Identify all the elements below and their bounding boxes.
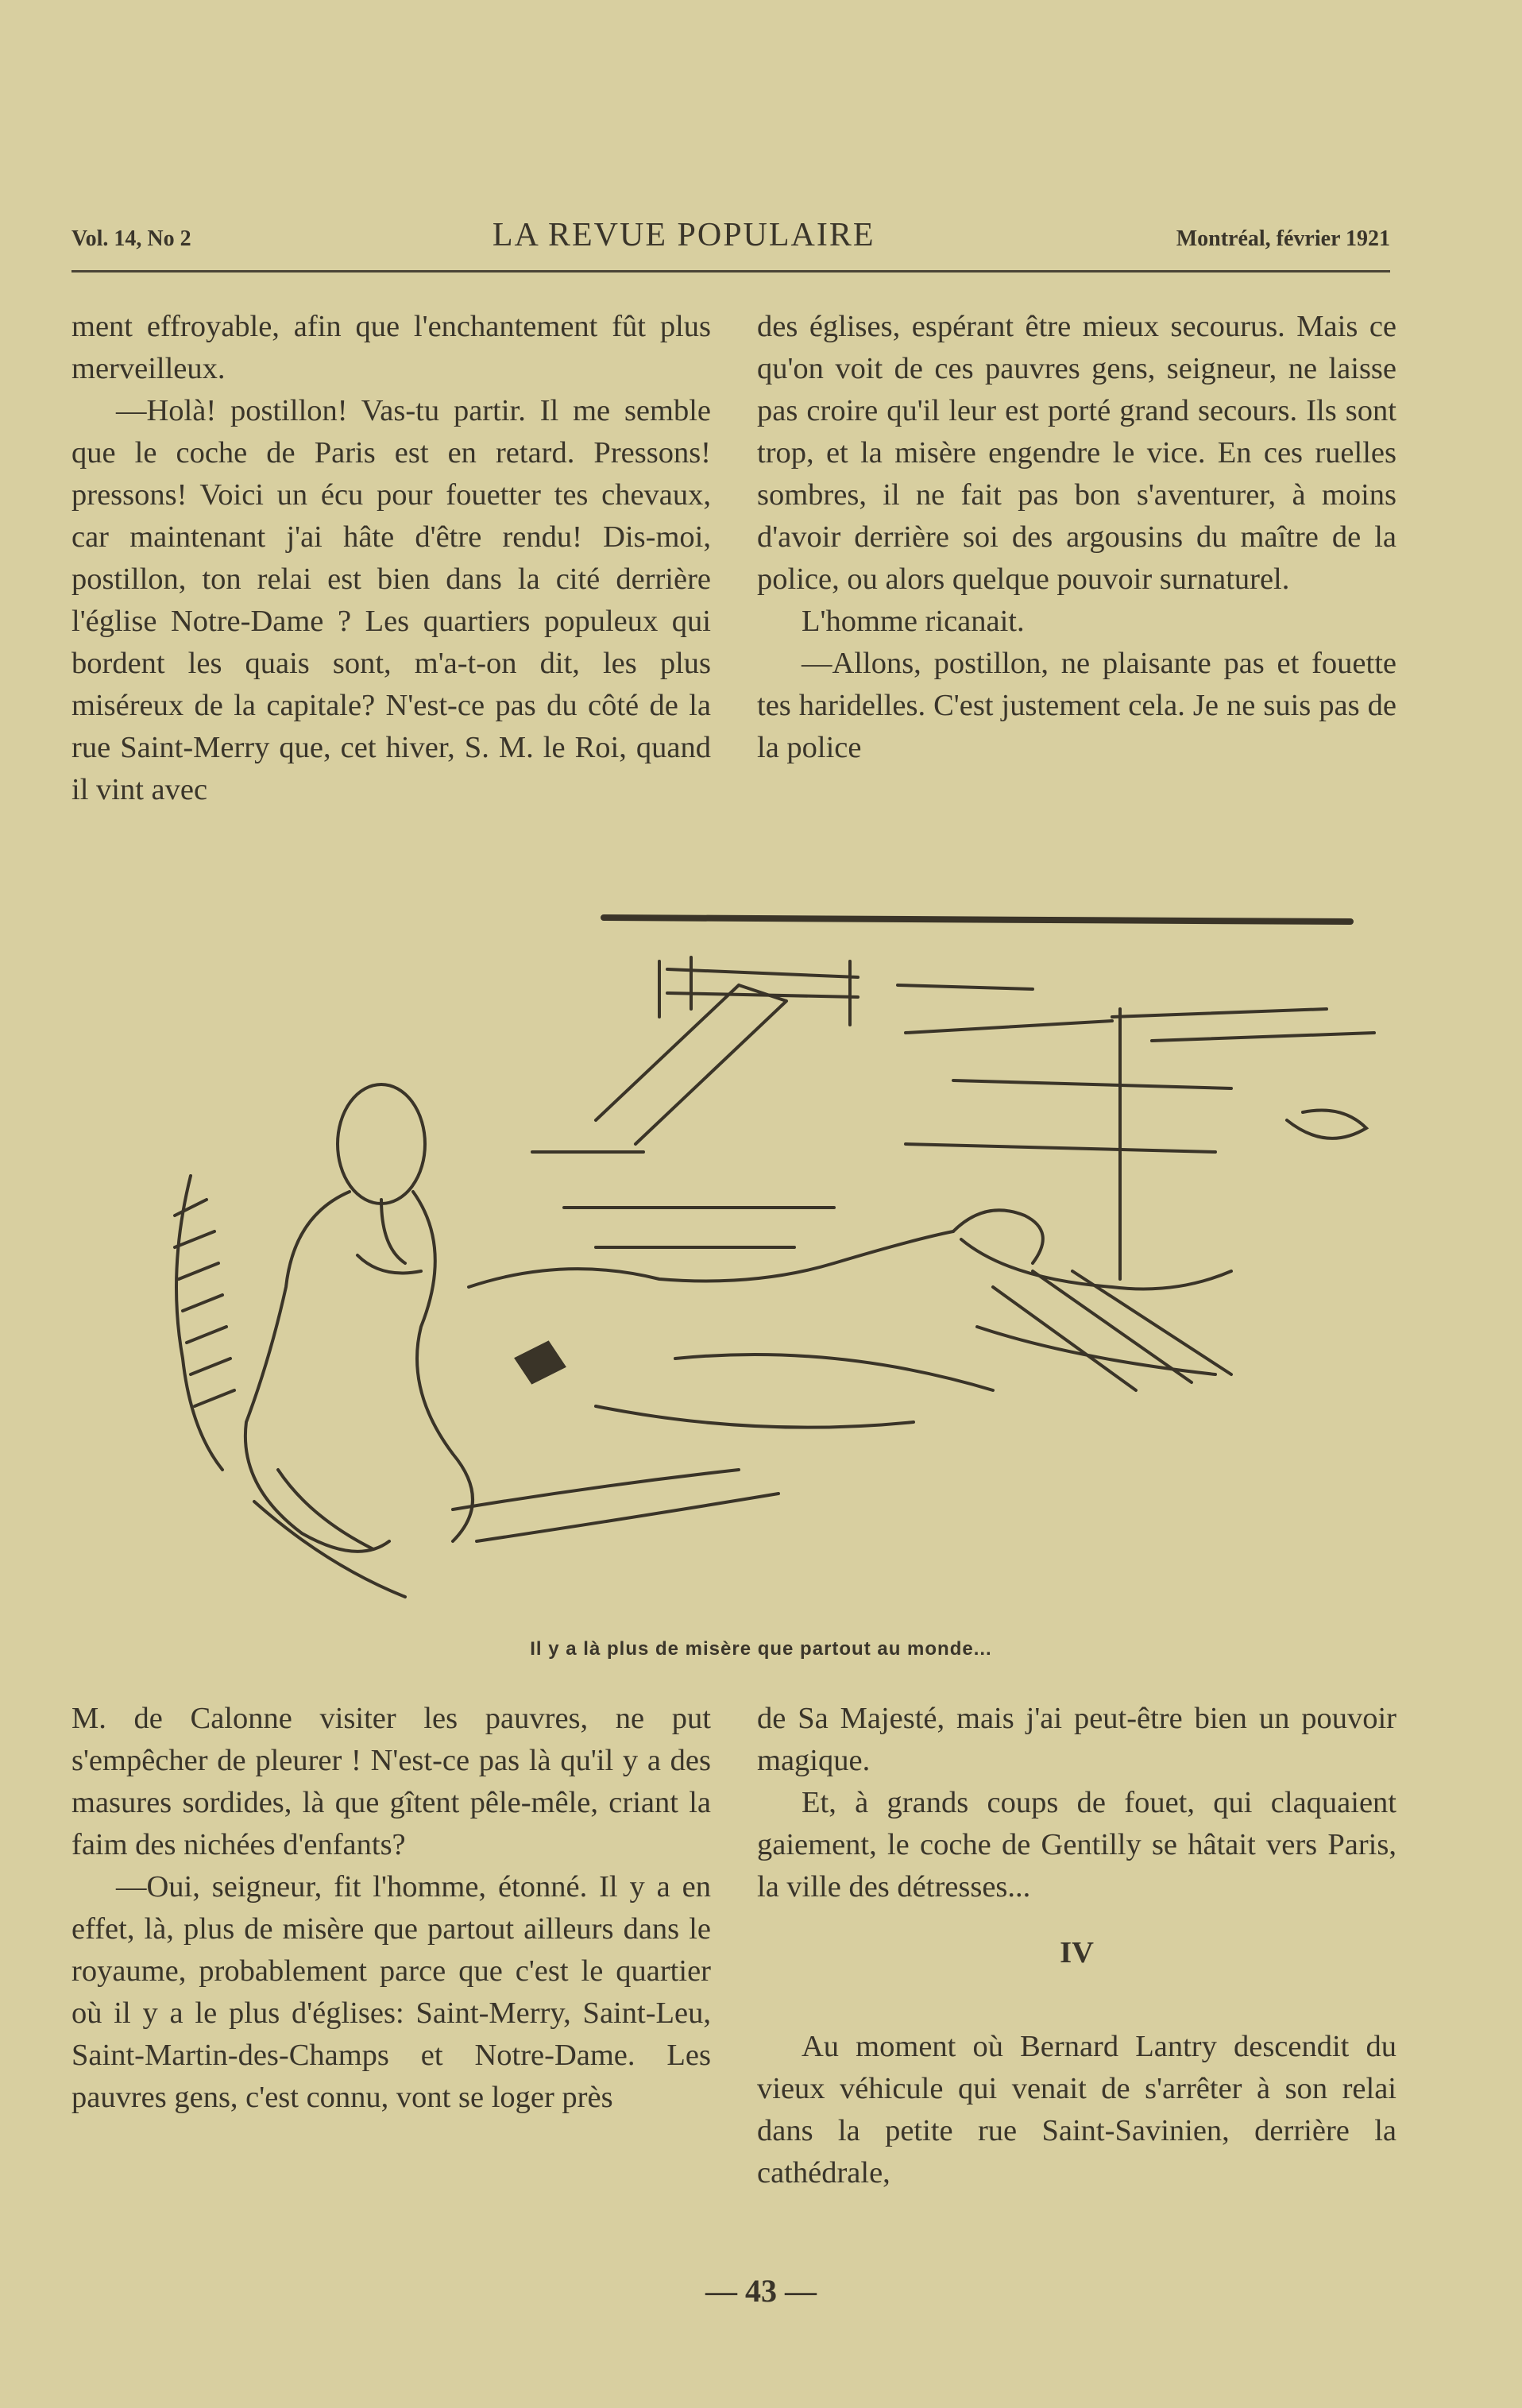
volume-number: Vol. 14, No 2 (71, 226, 191, 251)
paragraph: —Holà! postillon! Vas-tu partir. Il me semble que le coche de Paris est en retard. Pressons! pressons! Voici un écu pour fouetter tes chevaux, car maintenant j'ai hâte d'être rendu! Dis-moi, postillon, ton relai est bien dans la cité derrière l'église Notre-Dame ? Les quartiers populeux qui bordent les quais sont, m'a-t-on dit, les plus miséreux de la capitale? N'est-ce pas du côté de la rue Saint-Merry que, cet hiver, S. M. le Roi, quand il vint avec (71, 394, 711, 806)
issue-date: Montréal, février 1921 (1176, 226, 1390, 251)
column-top-right (757, 306, 1396, 769)
paragraph: de Sa Majesté, mais j'ai peut-être bien un pouvoir magique. (757, 1702, 1396, 1777)
paragraph: des églises, espérant être mieux secourus. Mais ce qu'on voit de ces pauvres gens, seigneur, ne laisse pas croire qu'il leur est porté grand secours. Ils sont trop, et la misère engendre le vice. En ces ruelles sombres, il ne fait pas bon s'aventurer, à moins d'avoir derrière soi des argousins du maître de la police, ou alors quelque pouvoir surnaturel. (757, 310, 1396, 596)
publication-title: LA REVUE POPULAIRE (492, 217, 875, 253)
paragraph: Et, à grands coups de fouet, qui claquaient gaiement, le coche de Gentilly se hâtait vers Paris, la ville des détresses... (757, 1786, 1396, 1904)
paragraph: —Oui, seigneur, fit l'homme, étonné. Il y a en effet, là, plus de misère que partout ailleurs dans le royaume, probablement parce que c'est le quartier où il y a le plus d'églises: Saint-Merry, Saint-Leu, Saint-Martin-des-Champs et Notre-Dame. Les pauvres gens, c'est connu, vont se loger près (71, 1870, 711, 2114)
paragraph: M. de Calonne visiter les pauvres, ne put s'empêcher de pleurer ! N'est-ce pas là qu'il y a des masures sordides, là que gîtent pêle-mêle, criant la faim des nichées d'enfants? (71, 1702, 711, 1861)
column-bottom-left (71, 1698, 711, 2119)
paragraph: ment effroyable, afin que l'enchantement fût plus merveilleux. (71, 310, 711, 385)
illustration-caption: Il y a là plus de misère que partout au monde... (530, 1638, 992, 1660)
paragraph: L'homme ricanait. (802, 605, 1025, 638)
illustration-border-line (604, 918, 1350, 922)
illustration (119, 914, 1406, 1629)
chapter-heading: IV (1060, 1936, 1094, 1969)
page-header (71, 216, 1390, 264)
column-top-left (71, 306, 711, 811)
bowl-drawing (516, 1343, 564, 1382)
header-rule (71, 270, 1390, 272)
reclining-figure-drawing (453, 1111, 1366, 1542)
paragraph: —Allons, postillon, ne plaisante pas et fouette tes haridelles. C'est justement cela. Je ne suis pas de la police (757, 647, 1396, 764)
column-bottom-right (757, 1698, 1396, 2194)
paragraph: Au moment où Bernard Lantry descendit du vieux véhicule qui venait de s'arrêter à son relai dans la petite rue Saint-Savinien, derrière la cathédrale, (757, 2030, 1396, 2190)
page-number: — 43 — (705, 2273, 817, 2309)
seated-figure-drawing (175, 1084, 473, 1597)
